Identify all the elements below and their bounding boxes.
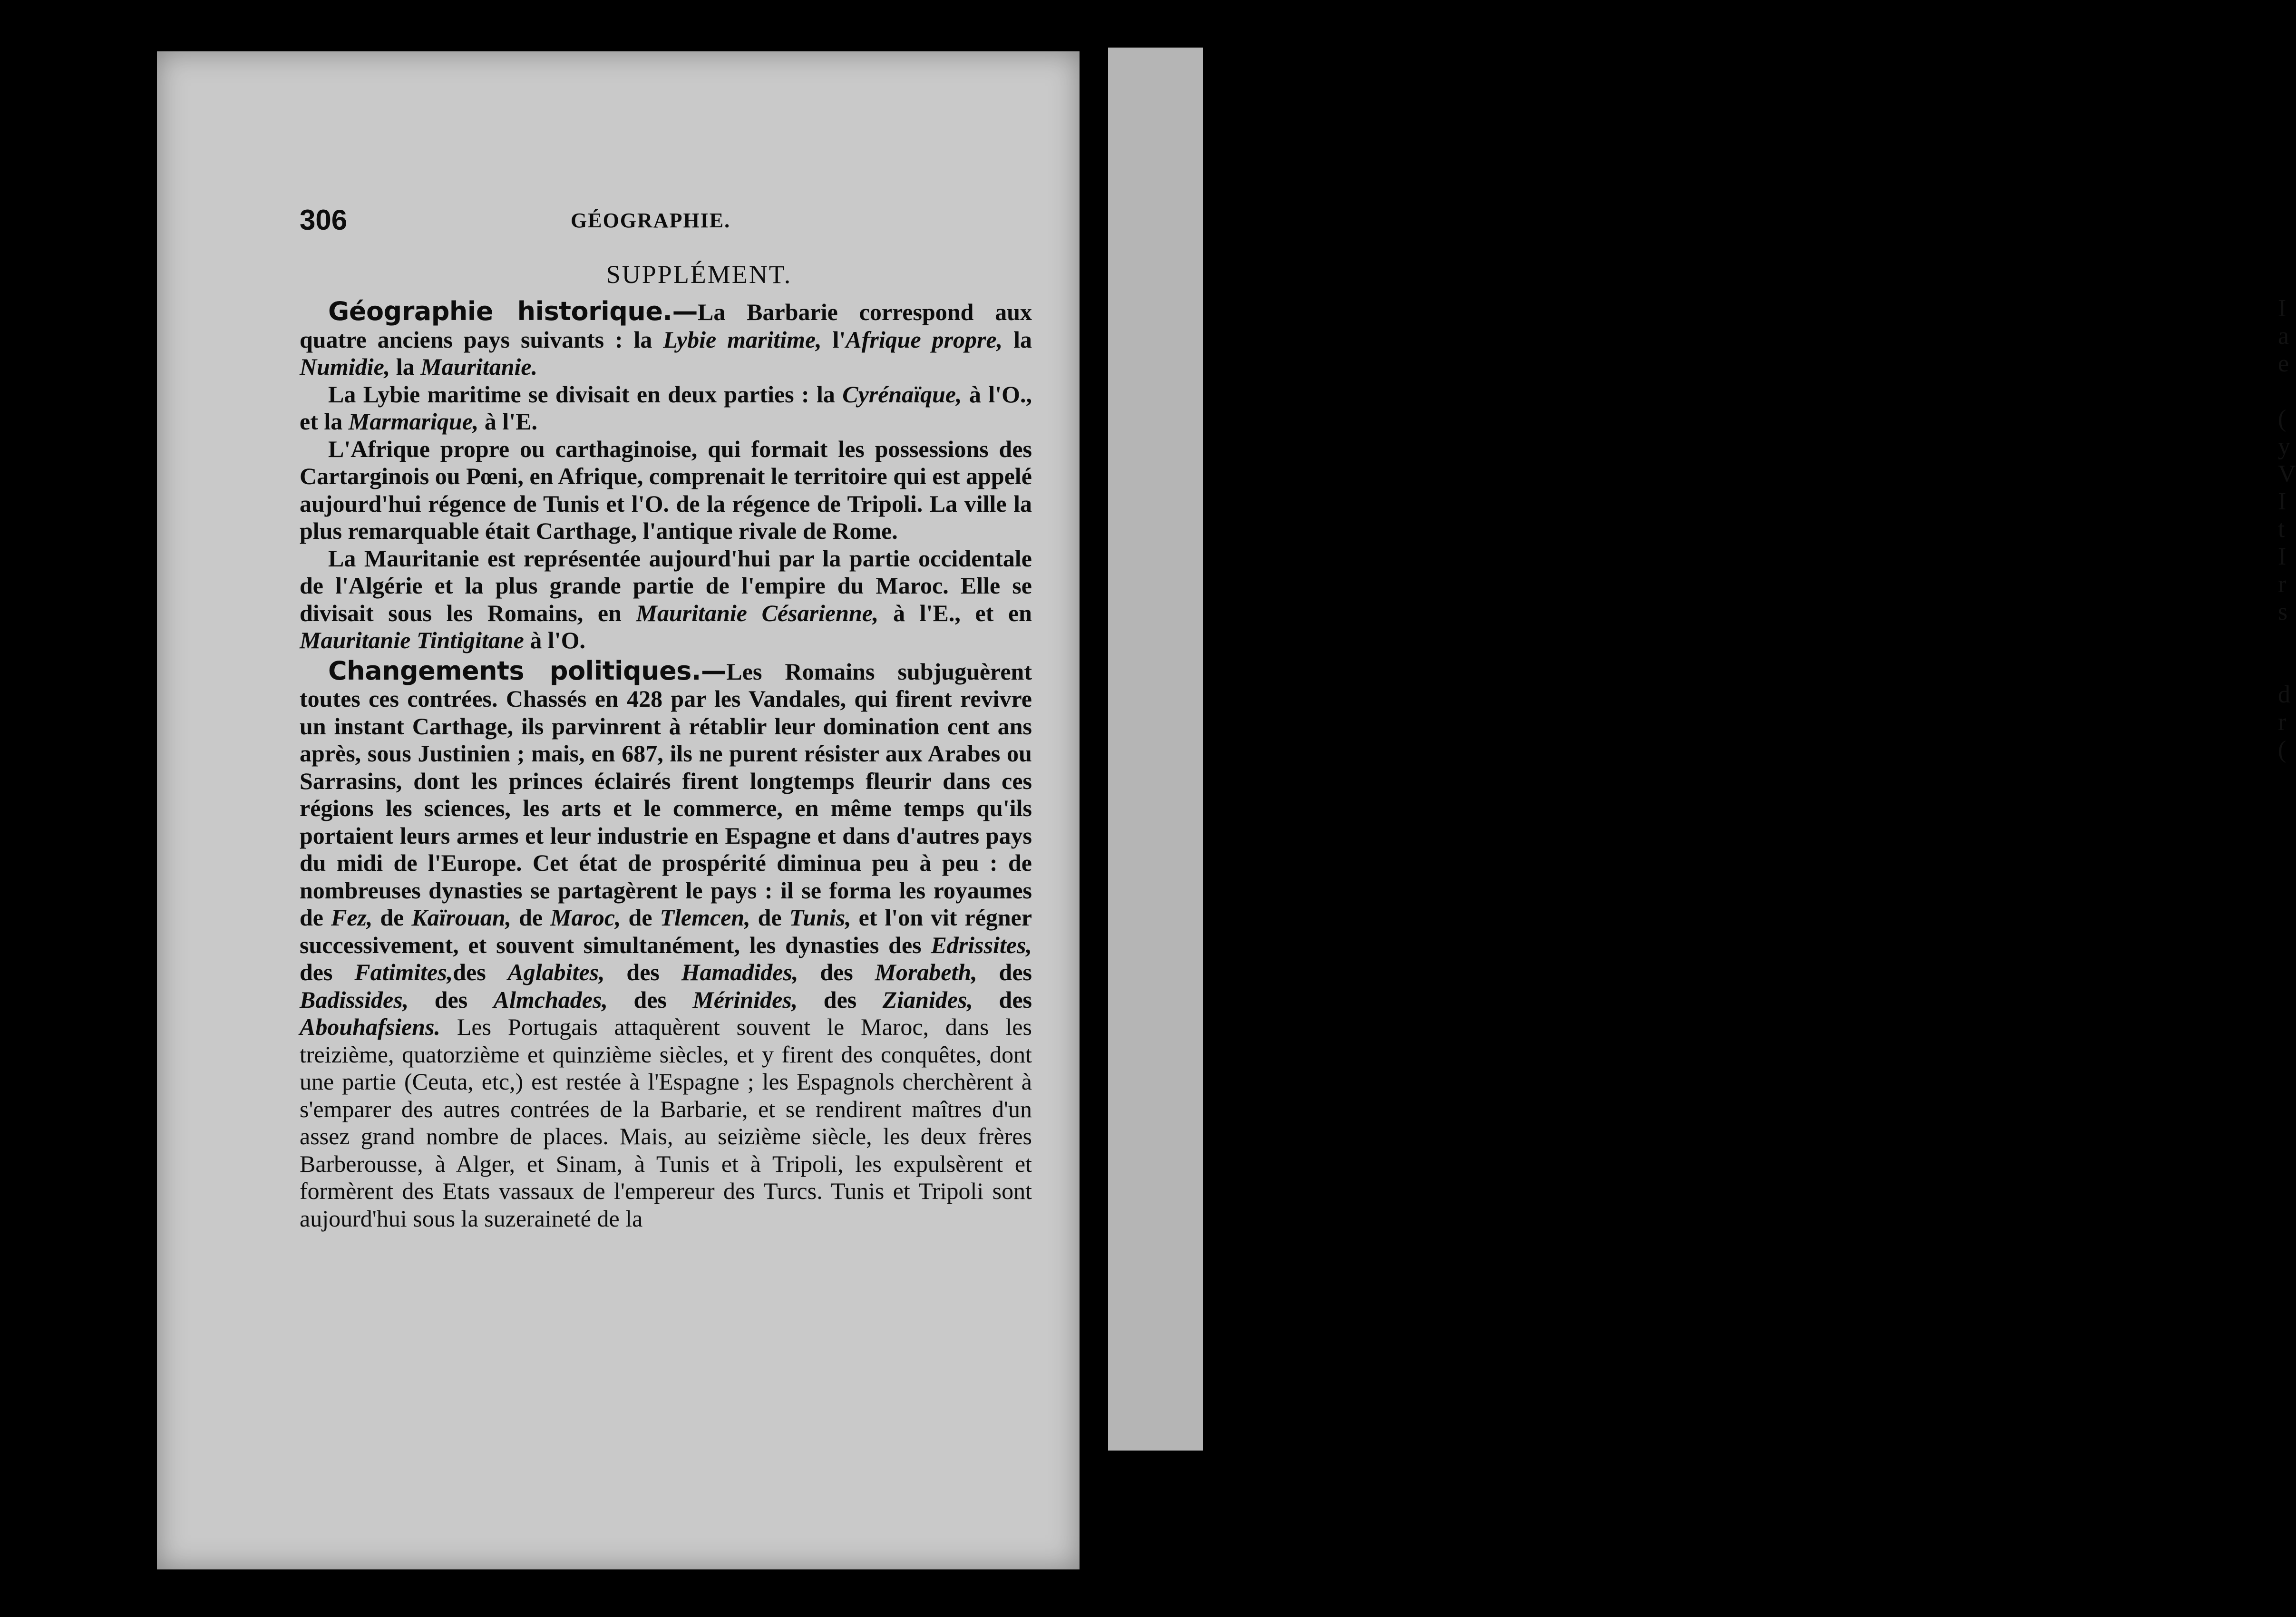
section-title-geographie-historique: Géographie historique.—: [328, 296, 698, 326]
adjacent-page-letters: I a e ( y V I t I r s d r (: [2278, 295, 2296, 763]
supplement-heading: SUPPLÉMENT.: [606, 260, 792, 289]
running-title: GÉOGRAPHIE.: [571, 209, 731, 232]
book-page: [157, 51, 1080, 1569]
page-content: [300, 204, 1032, 1232]
section-title-changements-politiques: Changements politiques.—: [328, 655, 727, 686]
paragraph: La Mauritanie est représentée aujourd'hui par la partie occidentale de l'Algérie et la plus grande partie de l'empire du Maroc. Elle se divisait sous les Romains, en Mauritanie Césarienne, à l'E., et en Mauritanie Tintigitane à l'O.: [300, 545, 1032, 653]
page-number: 306: [300, 204, 348, 236]
paragraph: L'Afrique propre ou carthaginoise, qui formait les possessions des Cartarginois ou Pœni, en Afrique, comprenait le territoire qui est appelé aujourd'hui régence de Tunis et l'O. de la régence de Tripoli. La ville la plus remarquable était Carthage, l'antique rivale de Rome.: [300, 435, 1032, 544]
paragraph: Géographie historique.—La Barbarie correspond aux quatre anciens pays suivants : la Lybie maritime, l'Afrique propre, la Numidie, la Mauritanie.: [300, 296, 1032, 380]
adjacent-page-edge: [1108, 48, 2296, 1451]
running-head: [300, 204, 1032, 246]
paragraph: La Lybie maritime se divisait en deux parties : la Cyrénaïque, à l'O., et la Marmarique, à l'E.: [300, 380, 1032, 435]
paragraph: Changements politiques.—Les Romains subjuguèrent toutes ces contrées. Chassés en 428 par les Vandales, qui firent revivre un instant Carthage, ils parvinrent à rétablir leur domination cent ans après, sous Justinien ; mais, en 687, ils ne purent résister aux Arabes ou Sarrasins, dont les princes éclairés firent longtemps fleurir dans ces régions les sciences, les arts et le commerce, en même temps qu'ils portaient leurs armes et leur industrie en Espagne et dans d'autres pays du midi de l'Europe. Cet état de prospérité diminua peu à peu : de nombreuses dynasties se partagèrent le pays : il se forma les royaumes de Fez, de Kaïrouan, de Maroc, de Tlemcen, de Tunis, et l'on vit régner successivement, et souvent simultanément, les dynasties des Edrissites, des Fatimites,des Aglabites, des Hamadides, des Morabeth, des Badissides, des Almchades, des Mérinides, des Zianides, des Abouhafsiens. Les Portugais attaquèrent souvent le Maroc, dans les treizième, quatorzième et quinzième siècles, et y firent des conquêtes, dont une partie (Ceuta, etc,) est restée à l'Espagne ; les Espagnols cherchèrent à s'emparer des autres contrées de la Barbarie, et se rendirent maîtres d'un assez grand nombre de places. Mais, au seizième siècle, les deux frères Barberousse, à Alger, et Sinam, à Tunis et à Tripoli, les expulsèrent et formèrent des Etats vassaux de l'empereur des Turcs. Tunis et Tripoli sont aujourd'hui sous la suzeraineté de la: [300, 655, 1032, 1232]
